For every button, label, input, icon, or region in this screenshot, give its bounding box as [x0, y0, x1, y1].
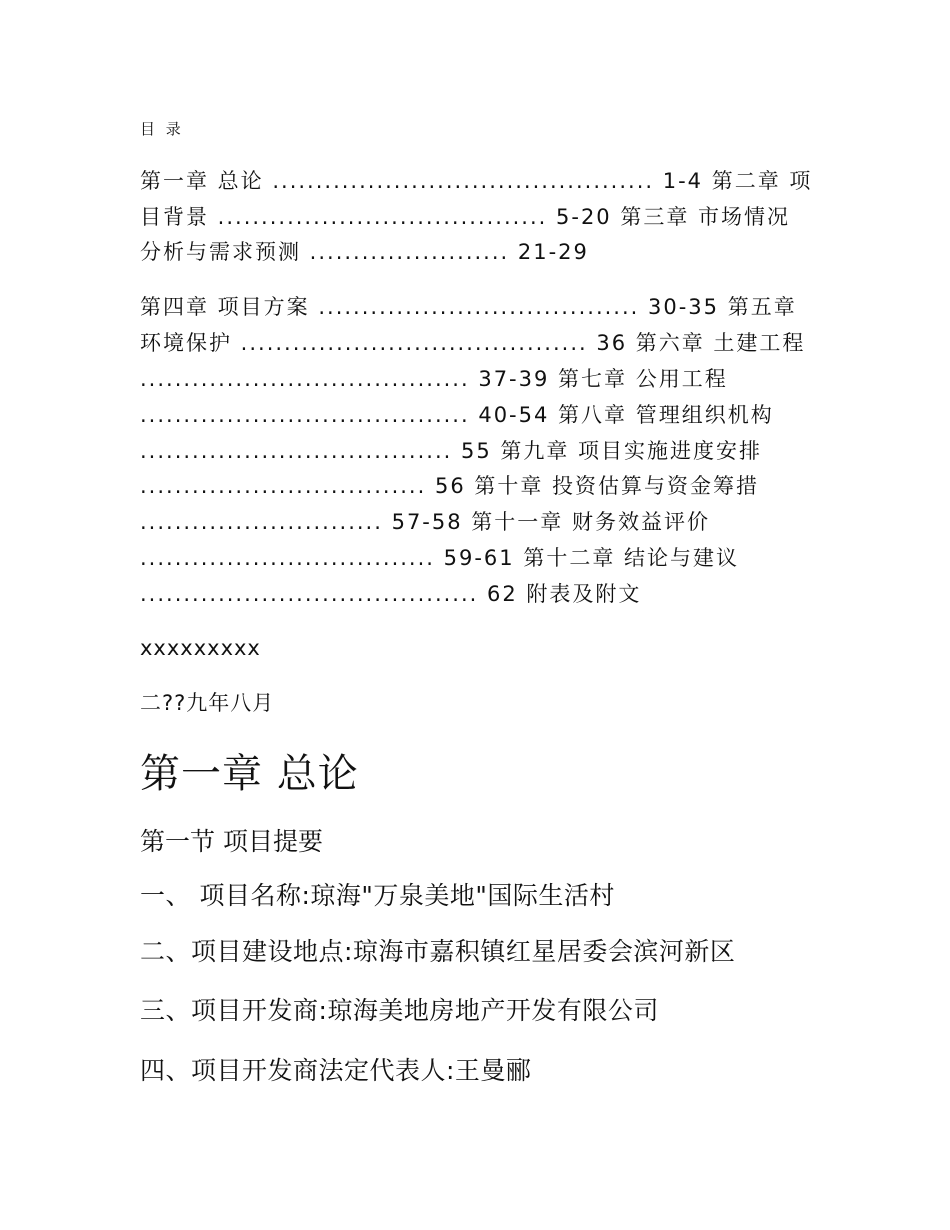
toc-line: ....................................... 62 附表及附文 — [140, 582, 642, 606]
document-date: 二??九年八月 — [140, 691, 275, 715]
toc-line: .................................. 59-61 第十二章 结论与建议 — [140, 546, 740, 570]
toc-line: 第四章 项目方案 ..................................... 30-35 第五章 — [140, 295, 797, 319]
organization-name: xxxxxxxxx — [140, 636, 261, 660]
toc-line: .................................... 55 第九章 项目实施进度安排 — [140, 439, 763, 463]
toc-line: ...................................... 37-39 第七章 公用工程 — [140, 367, 728, 391]
toc-title: 目 录 — [140, 120, 184, 138]
toc-line: ................................. 56 第十章 投资估算与资金筹措 — [140, 474, 760, 498]
toc-line: 第一章 总论 ............................................ 1-4 第二章 项 — [140, 169, 813, 193]
chapter-title: 第一章 总论 — [140, 751, 359, 797]
toc-line: 目背景 ...................................... 5-20 第三章 市场情况 — [140, 205, 791, 229]
toc-line: ............................ 57-58 第十一章 财务效益评价 — [140, 510, 710, 534]
project-item: 四、项目开发商法定代表人:王曼郦 — [140, 1056, 532, 1085]
toc-line: ...................................... 40-54 第八章 管理组织机构 — [140, 403, 774, 427]
project-item: 一、 项目名称:琼海"万泉美地"国际生活村 — [140, 881, 615, 910]
toc-line: 环境保护 ........................................ 36 第六章 土建工程 — [140, 331, 806, 355]
toc-line: 分析与需求预测 ....................... 21-29 — [140, 240, 589, 264]
project-item: 三、项目开发商:琼海美地房地产开发有限公司 — [140, 996, 659, 1025]
project-item: 二、项目建设地点:琼海市嘉积镇红星居委会滨河新区 — [140, 937, 736, 966]
section-title: 第一节 项目提要 — [140, 827, 323, 856]
